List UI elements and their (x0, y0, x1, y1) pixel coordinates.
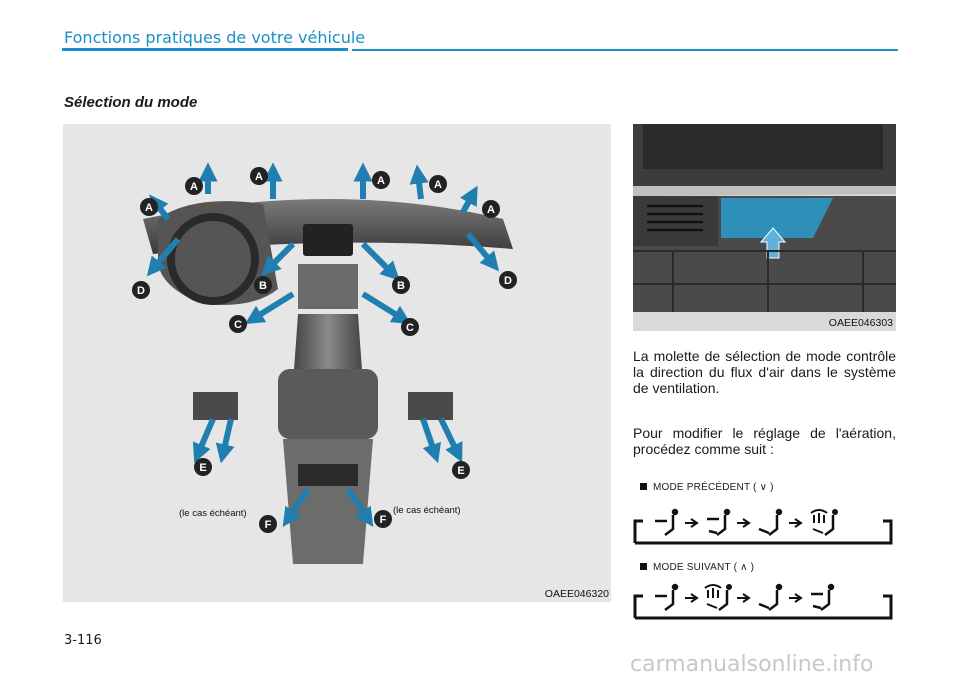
label-d: D (504, 275, 512, 287)
label-a: A (190, 181, 198, 193)
label-c: C (406, 322, 414, 334)
photo-code: OAEE046303 (828, 317, 893, 329)
arrow-right-icon (685, 594, 697, 602)
watermark: carmanualsonline.info (630, 652, 874, 677)
mode-sequence-previous (633, 503, 898, 548)
rear-left-vent-unit (193, 392, 238, 420)
mode-face-icon (655, 585, 677, 610)
paragraph-mode-description: La molette de sélection de mode contrôle la direction du flux d'air dans le système de ventilation. (633, 348, 896, 396)
arrow-right-icon (789, 594, 801, 602)
figure-code: OAEE046320 (544, 588, 609, 600)
label-f: F (264, 519, 272, 531)
mode-face-floor-icon (707, 510, 729, 535)
chapter-title: Fonctions pratiques de votre véhicule (64, 28, 366, 47)
dashboard-illustration-svg (63, 124, 611, 602)
arrow-right-icon (737, 594, 749, 602)
header-rule (352, 49, 898, 51)
mode-face-floor-icon (811, 585, 833, 610)
mode-button-photo (633, 124, 896, 331)
label-b: B (397, 280, 405, 292)
label-e: E (199, 462, 207, 474)
mode-face-icon (655, 510, 677, 535)
label-c: C (234, 319, 242, 331)
rear-vent (298, 464, 358, 486)
label-a: A (487, 204, 495, 216)
mode-button-svg (633, 124, 896, 331)
label-d: D (137, 285, 145, 297)
mode-sequence-next (633, 578, 898, 623)
mode-floor-icon (759, 585, 781, 610)
dashboard-airflow-illustration (63, 124, 611, 602)
mode-floor-icon (759, 510, 781, 535)
label-a: A (255, 171, 263, 183)
bullet-square-icon (640, 483, 647, 490)
label-e: E (457, 465, 465, 477)
center-stack (298, 264, 358, 309)
chevron-down-icon: ∨ (759, 482, 768, 493)
center-display (303, 224, 353, 256)
mode-floor-defrost-icon (705, 585, 731, 610)
label-a: A (377, 175, 385, 187)
arrow-right-icon (685, 519, 697, 527)
label-a: A (434, 179, 442, 191)
arrow-right-icon (789, 519, 801, 527)
rear-right-vent-unit (408, 392, 453, 420)
chevron-up-icon: ∧ (740, 562, 748, 573)
armrest (278, 369, 378, 439)
arrow-right-icon (737, 519, 749, 527)
mode-previous-label: MODE PRÉCÉDENT ( ∨ ) (640, 482, 774, 493)
mode-next-label: MODE SUIVANT ( ∧ ) (640, 562, 754, 573)
optional-note-left: (le cas échéant) (179, 508, 247, 519)
header-rule-accent (62, 48, 348, 51)
bullet-square-icon (640, 563, 647, 570)
section-title: Sélection du mode (64, 94, 198, 111)
label-b: B (259, 280, 267, 292)
label-a: A (145, 202, 153, 214)
mode-floor-defrost-icon (811, 510, 837, 535)
page-number: 3-116 (64, 633, 102, 648)
label-f: F (379, 514, 387, 526)
paragraph-procedure: Pour modifier le réglage de l'aération, procédez comme suit : (633, 425, 896, 457)
optional-note-right: (le cas échéant) (393, 505, 461, 516)
